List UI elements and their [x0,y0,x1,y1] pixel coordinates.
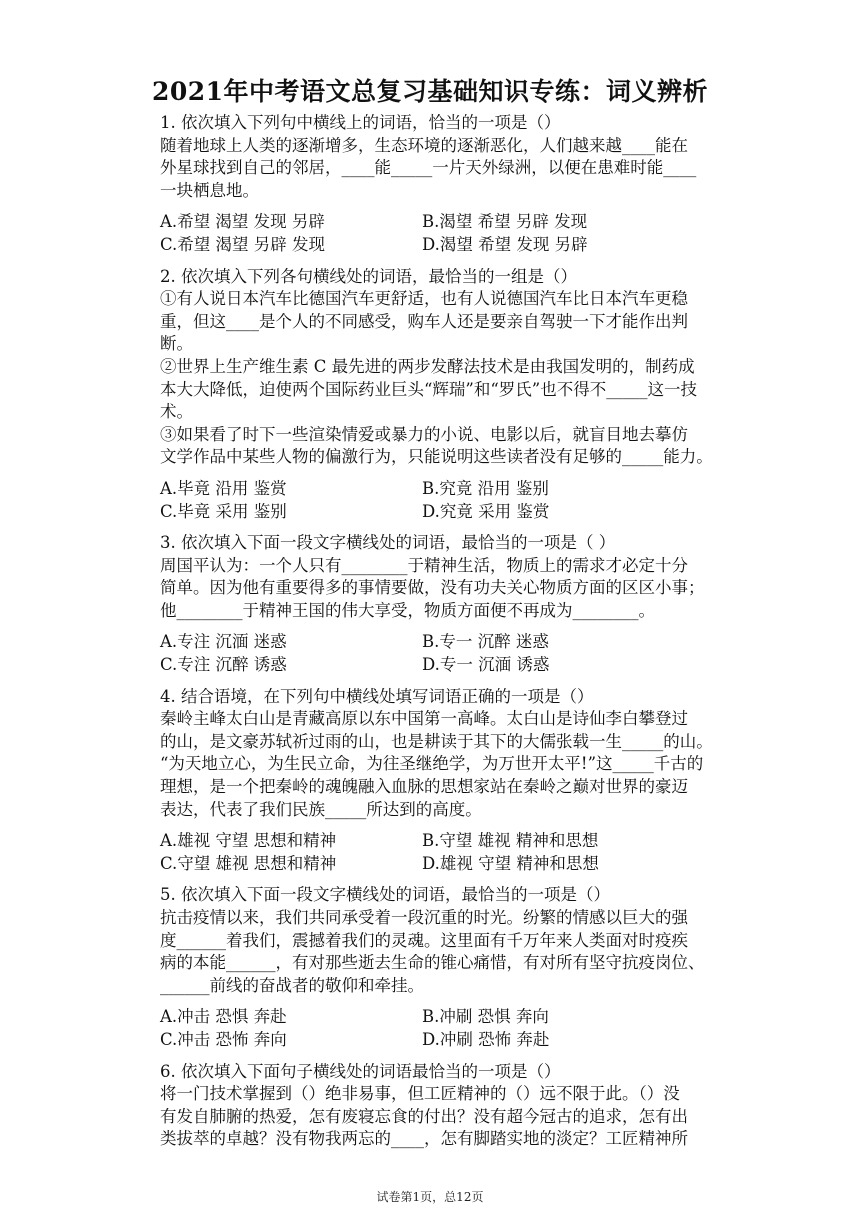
question-stem: 6. 依次填入下面句子横线处的词语最恰当的一项是（） [160,1061,561,1081]
question-text-line: 表达，代表了我们民族_____所达到的高度。 [160,799,482,819]
question-5 [160,884,750,1051]
question-text-line: 理想，是一个把秦岭的魂魄融入血脉的思想家站在秦岭之巅对世界的豪迈 [160,777,688,797]
question-text-line: ②世界上生产维生素 C 最先进的两步发酵法技术是由我国发明的，制药成 [160,356,695,376]
answer-options [160,478,750,523]
question-3 [160,532,750,677]
answer-option-a: A.希望 渴望 发现 另辟 [160,212,325,232]
answer-option-d: D.冲刷 恐怖 奔赴 [422,1029,550,1049]
answer-option-d: D.专一 沉湎 诱惑 [422,655,550,675]
question-text-line: 重，但这____是个人的不同感受，购车人还是要亲自驾驶一下才能作出判 [160,311,688,331]
question-stem: 5. 依次填入下面一段文字横线处的词语，最恰当的一项是（） [160,885,610,905]
question-text-line: 他________于精神王国的伟大享受，物质方面便不再成为________。 [160,600,655,620]
question-text-line: 简单。因为他有重要得多的事情要做，没有功夫关心物质方面的区区小事； [160,578,705,598]
question-list [160,112,750,1151]
answer-options [160,1006,750,1051]
answer-option-d: D.究竟 采用 鉴赏 [422,501,550,521]
page-footer: 试卷第1页，总12页 [376,1190,484,1204]
question-text-line: 病的本能______，有对那些逝去生命的锥心痛惜，有对所有坚守抗疫岗位、 [160,953,705,973]
question-stem: 3. 依次填入下面一段文字横线处的词语，最恰当的一项是（ ） [160,533,616,553]
question-text-line: 断。 [160,334,193,354]
answer-option-c: C.毕竟 采用 鉴别 [160,501,287,521]
answer-options [160,211,750,256]
question-text-line: 文学作品中某些人物的偏激行为，只能说明这些读者没有足够的_____能力。 [160,447,713,467]
answer-options [160,631,750,676]
question-text-line: 外星球找到自己的邻居，____能_____一片天外绿洲，以便在患难时能____ [160,158,697,178]
question-text-line: 抗击疫情以来，我们共同承受着一段沉重的时光。纷繁的情感以巨大的强 [160,908,688,927]
question-text-line: 周国平认为：一个人只有________于精神生活，物质上的需求才必定十分 [160,555,688,575]
question-4 [160,686,750,876]
page-title: 2021年中考语文总复习基础知识专练：词义辨析 [151,77,709,106]
answer-option-c: C.专注 沉醉 诱惑 [160,655,287,675]
answer-option-a: A.毕竟 沿用 鉴赏 [160,478,287,498]
answer-option-b: B.渴望 希望 另辟 发现 [422,212,588,232]
answer-option-b: B.专一 沉醉 迷惑 [422,632,549,652]
question-stem: 4. 结合语境，在下列句中横线处填写词语正确的一项是（） [160,686,594,706]
question-text-line: 术。 [160,402,193,422]
question-text-line: 一块栖息地。 [160,180,259,200]
answer-option-c: C.守望 雄视 思想和精神 [160,853,337,873]
question-text-line: 类拔萃的卓越？没有物我两忘的____，怎有脚踏实地的淡定？工匠精神所 [160,1129,688,1149]
answer-option-c: C.希望 渴望 另辟 发现 [160,234,326,254]
question-stem: 2. 依次填入下列各句横线处的词语，最恰当的一组是（） [160,266,577,286]
answer-option-a: A.专注 沉湎 迷惑 [160,632,287,652]
answer-options [160,830,750,875]
answer-option-d: D.渴望 希望 发现 另辟 [422,234,588,254]
question-text-line: ①有人说日本汽车比德国汽车更舒适，也有人说德国汽车比日本汽车更稳 [160,289,688,309]
question-2 [160,266,750,524]
answer-option-a: A.冲击 恐惧 奔赴 [160,1007,287,1027]
answer-option-b: B.守望 雄视 精神和思想 [422,831,599,851]
answer-option-b: B.究竟 沿用 鉴别 [422,478,549,498]
question-text-line: ______前线的奋战者的敬仰和牵挂。 [160,975,424,995]
question-text-line: ③如果看了时下一些渲染情爱或暴力的小说、电影以后，就盲目地去摹仿 [160,424,688,444]
question-text-line: 本大大降低，迫使两个国际药业巨头“辉瑞”和“罗氏”也不得不_____这一技 [160,379,697,399]
question-1 [160,112,750,257]
question-text-line: 秦岭主峰太白山是青藏高原以东中国第一高峰。太白山是诗仙李白攀登过 [160,709,688,729]
answer-option-d: D.雄视 守望 精神和思想 [422,853,599,873]
question-stem: 1. 依次填入下列句中横线上的词语，恰当的一项是（） [160,113,561,132]
question-6 [160,1061,750,1151]
answer-option-c: C.冲击 恐怖 奔向 [160,1029,287,1049]
question-text-line: 将一门技术掌握到（）绝非易事，但工匠精神的（）远不限于此。（）没 [160,1084,680,1104]
answer-option-b: B.冲刷 恐惧 奔向 [422,1007,549,1027]
question-text-line: 度______着我们，震撼着我们的灵魂。这里面有千万年来人类面对时疫疾 [160,930,688,950]
question-text-line: 有发自肺腑的热爱，怎有废寝忘食的付出？没有超今冠古的追求，怎有出 [160,1106,688,1126]
answer-option-a: A.雄视 守望 思想和精神 [160,831,337,851]
question-text-line: 的山，是文豪苏轼祈过雨的山，也是耕读于其下的大儒张载一生_____的山。 [160,731,713,751]
question-text-line: “为天地立心，为生民立命，为往圣继绝学，为万世开太平!”这_____千古的 [160,754,704,774]
question-text-line: 随着地球上人类的逐渐增多，生态环境的逐渐恶化，人们越来越____能在 [160,135,688,155]
